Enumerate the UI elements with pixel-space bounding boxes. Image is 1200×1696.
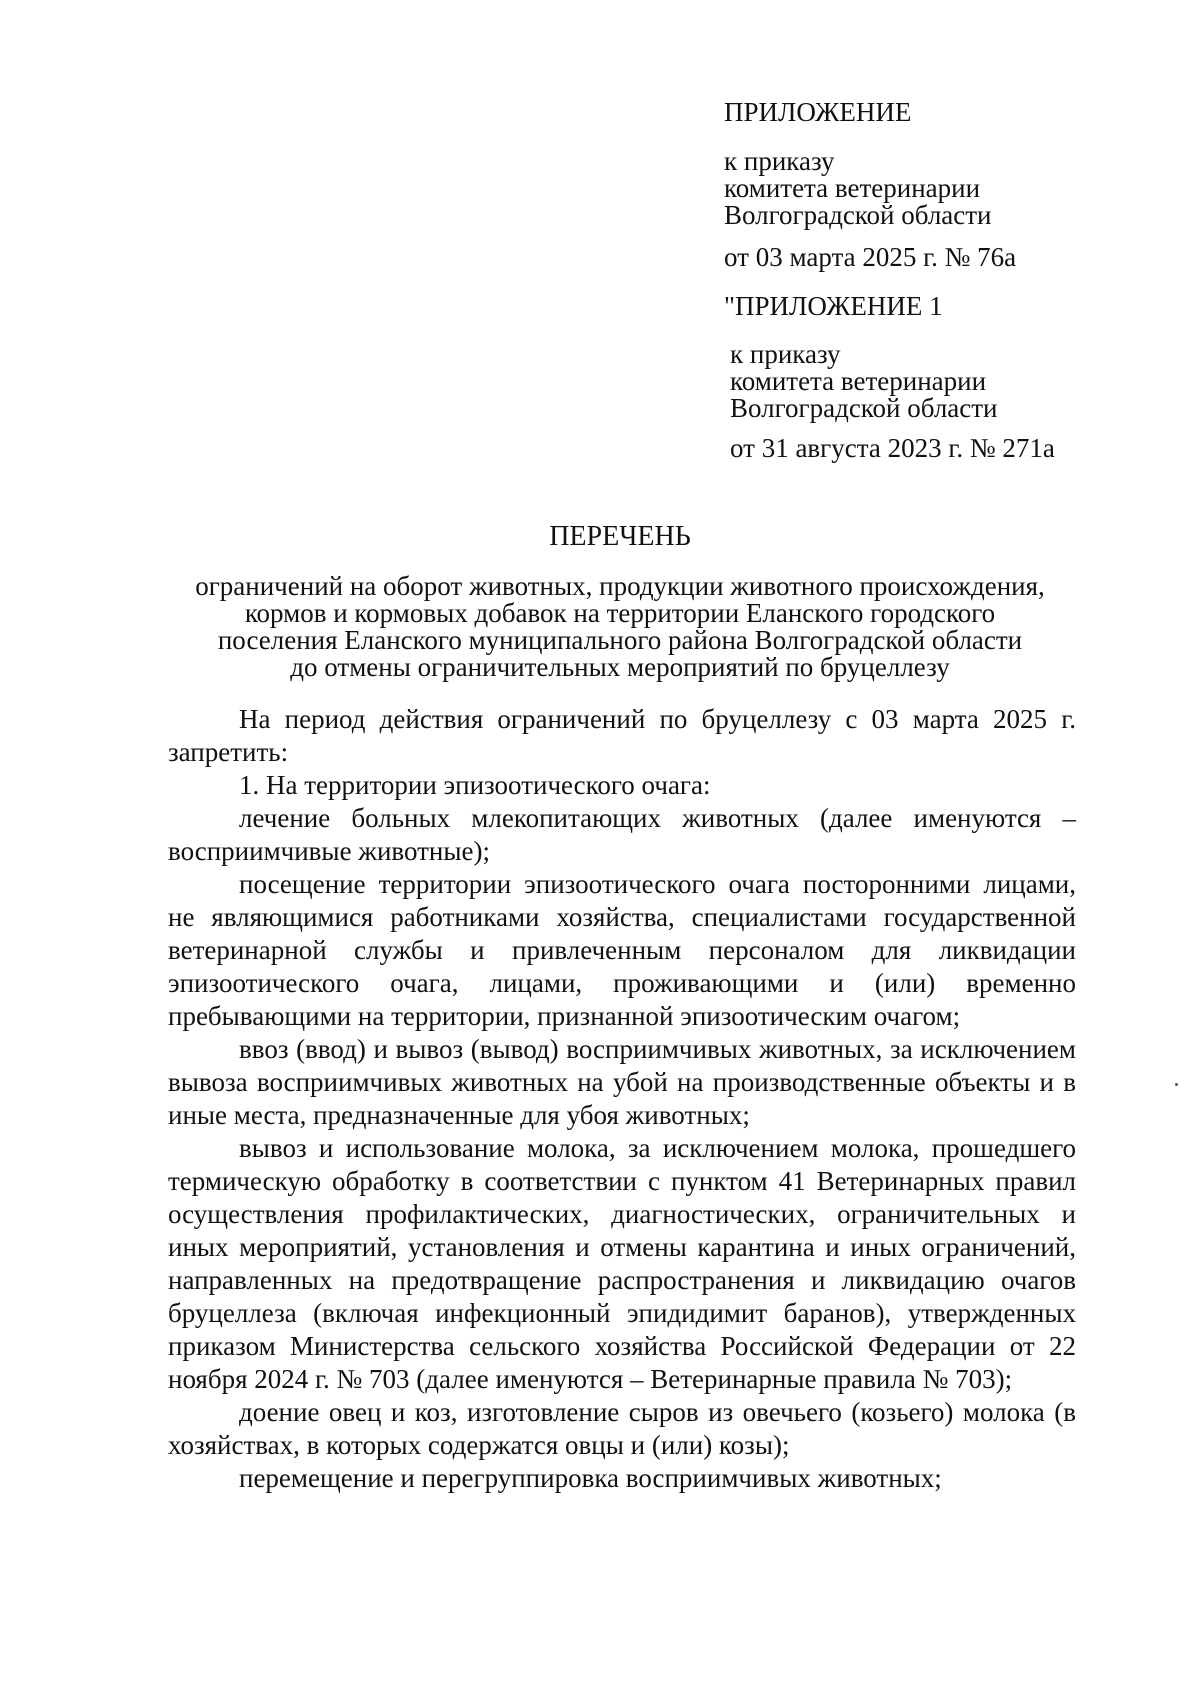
appendix-date-number [724,241,1184,274]
document-title: ПЕРЕЧЕНЬ [549,521,691,552]
restriction-item: ввоз (ввод) и вывоз (вывод) восприимчивых животных, за исключением вывоза восприимчивых животных на убой на производственные объекты и в иные места, предназначенные для убоя животных; [168,1034,1076,1130]
appendix-1-order-ref [730,341,1190,422]
region-text: Волгоградской области [730,393,998,423]
restriction-item: доение овец и коз, изготовление сыров из овечьего (козьего) молока (в хозяйствах, в которых содержатся овцы и (или) козы); [168,1397,1076,1460]
appendix-header [724,96,1184,129]
subtitle-line: до отмены ограничительных мероприятий по бруцеллезу [290,652,950,682]
restriction-item: перемещение и перегруппировка восприимчивых животных; [239,1463,942,1493]
region-text: Волгоградской области [724,200,992,230]
scan-dot-mark [1175,1083,1178,1086]
appendix-1-date-number [730,432,1190,465]
subtitle-line: кормов и кормовых добавок на территории Еланского городского [244,598,996,628]
restriction-item: вывоз и использование молока, за исключением молока, прошедшего термическую обработку в соответствии с пунктом 41 Ветеринарных правил осуществления профилактических, диагностических, ограничительных и иных мероприятий, установления и отмены карантина и иных ограничений, направленных на предотвращение распространения и ликвидацию очагов бруцеллеза (включая инфекционный эпидидимит баранов), утвержденных приказом Министерства сельского хозяйства Российской Федерации от 22 ноября 2024 г. № 703 (далее именуются – Ветеринарные правила № 703); [168,1133,1076,1394]
document-body [168,703,1076,1495]
appendix-1-label: "ПРИЛОЖЕНИЕ 1 [724,291,943,321]
subtitle-line: ограничений на оборот животных, продукции животного происхождения, [195,571,1045,601]
section-1-heading: 1. На территории эпизоотического очага: [239,770,711,800]
date-number-text: от 03 марта 2025 г. № 76а [724,242,1017,272]
appendix-1-header [724,290,1184,323]
document-subtitle [150,573,1090,681]
committee-text: комитета ветеринарии [730,366,987,396]
appendix-label: ПРИЛОЖЕНИЕ [724,97,912,127]
subtitle-line: поселения Еланского муниципального района Волгоградской области [217,625,1023,655]
restriction-item: лечение больных млекопитающих животных (далее именуются – восприимчивые животные); [168,803,1076,866]
restriction-item: посещение территории эпизоотического очага посторонними лицами, не являющимися работниками хозяйства, специалистами государственной ветеринарной службы и привлеченным персоналом для ликвидации эпизоотического очага, лицами, проживающими и (или) временно пребывающими на территории, признанной эпизоотическим очагом; [168,869,1076,1031]
to-order-text: к приказу [730,339,841,369]
appendix-order-ref [724,148,1184,229]
intro-paragraph: На период действия ограничений по бруцеллезу с 03 марта 2025 г. запретить: [168,704,1076,767]
to-order-text: к приказу [724,146,835,176]
date-number-text: от 31 августа 2023 г. № 271а [730,433,1055,463]
committee-text: комитета ветеринарии [724,173,981,203]
